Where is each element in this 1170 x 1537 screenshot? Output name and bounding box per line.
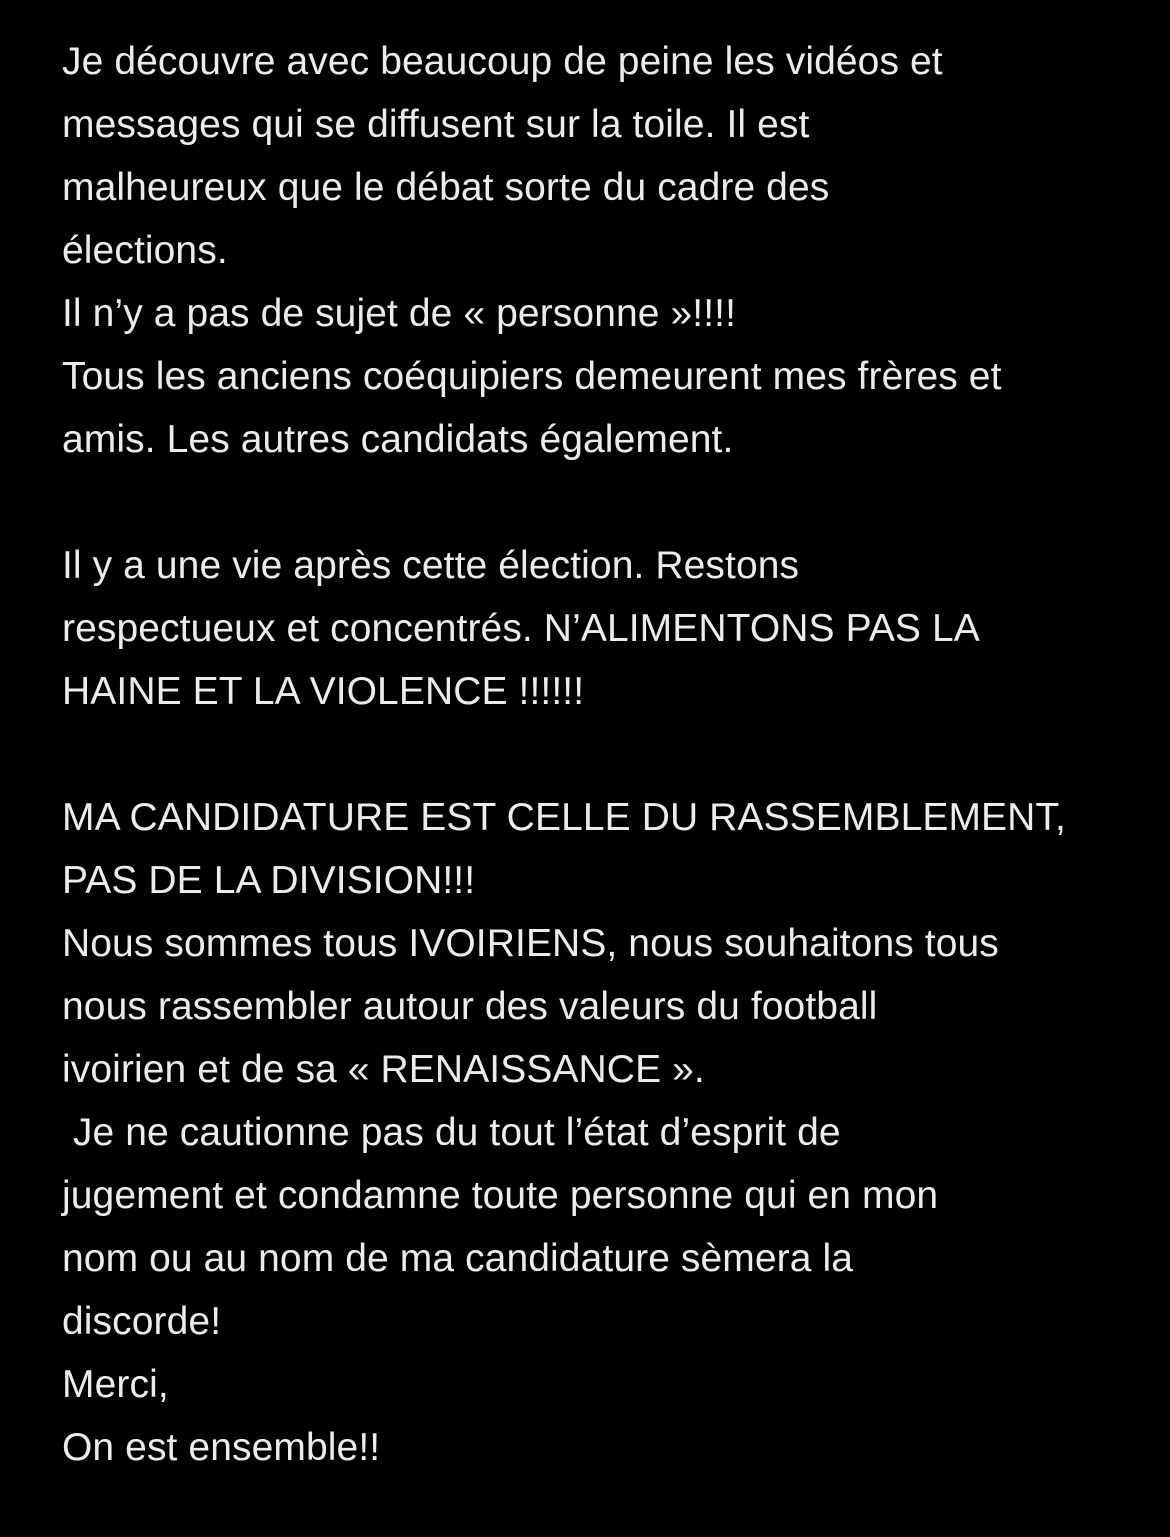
note-line: messages qui se diffusent sur la toile. Il est: [62, 103, 810, 146]
note-line: On est ensemble!!: [62, 1426, 381, 1469]
blank-line: [62, 471, 1142, 534]
note-line: Merci,: [62, 1363, 169, 1406]
note-line: MA CANDIDATURE EST CELLE DU RASSEMBLEMENT,: [62, 796, 1066, 839]
note-line: Nous sommes tous IVOIRIENS, nous souhaitons tous: [62, 922, 999, 965]
note-line: malheureux que le débat sorte du cadre des: [62, 166, 830, 209]
note-line: respectueux et concentrés. N’ALIMENTONS PAS LA: [62, 607, 980, 650]
note-line: élections.: [62, 229, 228, 272]
blank-line: [62, 723, 1142, 786]
note-line: Tous les anciens coéquipiers demeurent mes frères et: [62, 355, 1002, 398]
note-line: nous rassembler autour des valeurs du football: [62, 985, 878, 1028]
note-line: Je découvre avec beaucoup de peine les vidéos et: [62, 40, 943, 83]
note-line: discorde!: [62, 1300, 222, 1343]
note-line: amis. Les autres candidats également.: [62, 418, 734, 461]
note-line: jugement et condamne toute personne qui en mon: [62, 1174, 939, 1217]
note-line: ivoirien et de sa « RENAISSANCE ».: [62, 1048, 705, 1091]
note-line: Il n’y a pas de sujet de « personne »!!!!: [62, 292, 737, 335]
note-line: PAS DE LA DIVISION!!!: [62, 859, 476, 902]
note-line: HAINE ET LA VIOLENCE !!!!!!: [62, 670, 585, 713]
note-line: nom ou au nom de ma candidature sèmera la: [62, 1237, 854, 1280]
note-line: Je ne cautionne pas du tout l’état d’esprit de: [62, 1111, 841, 1154]
note-text-body[interactable]: [62, 30, 1142, 1479]
note-line: Il y a une vie après cette élection. Restons: [62, 544, 800, 587]
